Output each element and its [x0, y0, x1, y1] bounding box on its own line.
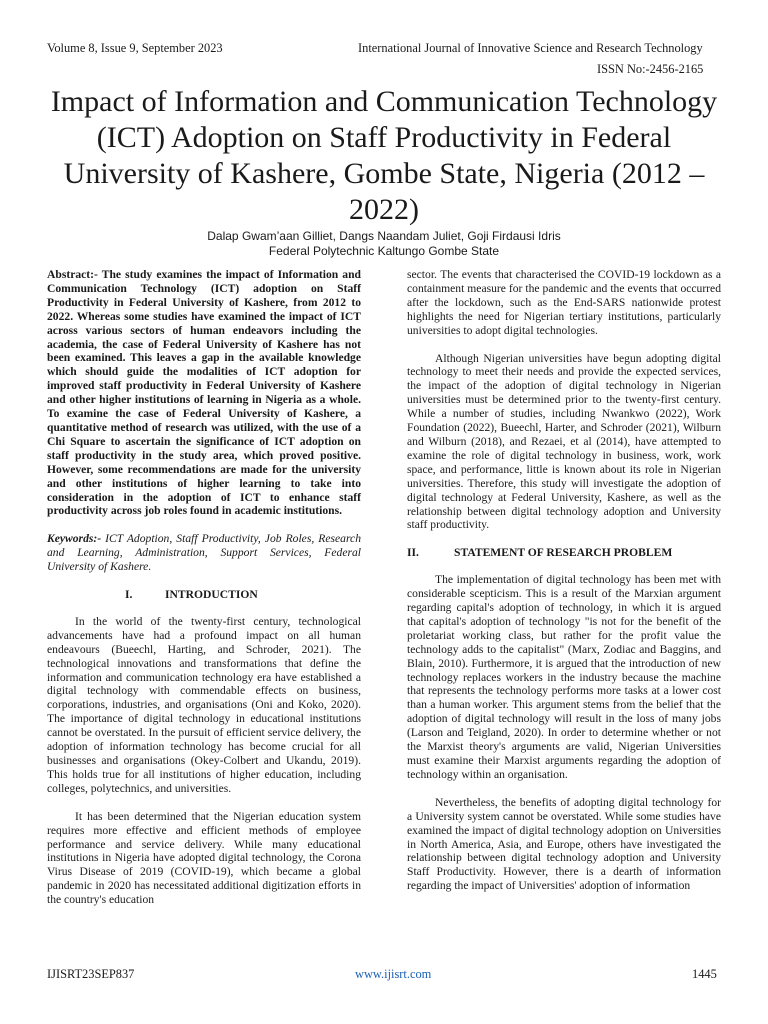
author-names: Dalap Gwam’aan Gilliet, Dangs Naandam Juliet, Goji Firdausi Idris [207, 229, 561, 243]
abstract: Abstract:- The study examines the impact of Information and Communication Technology (ICT) adoption on Staff Productivity in Federal University of Kashere, from 2012 to 2022. Whereas some studies have examined the impact of ICT across various sectors of human endeavors including the academia, the case of Federal University of Kashere has not been examined. This leaves a gap in the available knowledge which should guide the modalities of ICT adoption for improved staff productivity in Federal University of Kashere and other higher institutions of learning in Nigeria as a whole. To examine the case of Federal University of Kashere, a quantitative method of research was utilized, with the use of a Chi Square to ascertain the significance of ICT adoption on staff productivity in the study area, which proved positive. However, some recommendations are made for the university and other institutions of higher learning to take into consideration in the adoption of ICT to enhance staff productivity across job roles found in academic institutions. [47, 268, 361, 518]
keywords-text: ICT Adoption, Staff Productivity, Job Roles, Research and Learning, Administration, Support Services, Federal University of Kashere. [47, 532, 361, 574]
section-number: I. [125, 588, 133, 602]
paper-code: IJISRT23SEP837 [47, 967, 135, 981]
journal-name: International Journal of Innovative Science and Research Technology [358, 41, 703, 55]
page-number: 1445 [692, 967, 717, 981]
section-number: II. [407, 546, 419, 560]
paragraph: The implementation of digital technology has been met with considerable scepticism. This is a result of the Marxian argument regarding capital's adoption of technology, in which it is argued that capital's adoption of technology "is not for the benefit of the proletariat working class, but rather for the profit value the technology adds to the capitalist" (Marx, Zodiac and Baggins, and Blain, 2010). Furthermore, it is argued that the introduction of new technology replaces workers in the industry because the machine that represents the technology performs more tasks at a lower cost than a human worker. This argument stems from the belief that the adoption of digital technology will result in the loss of many jobs (Larson and Teigland, 2020). In order to determine whether or not the Marxist theory's arguments are valid, Nigerian Universities must examine their Marxist arguments regarding the adoption of technology within an organisation. [407, 573, 721, 781]
paragraph: Nevertheless, the benefits of adopting digital technology for a University system cannot be overstated. While some studies have examined the impact of digital technology adoption on Universities in North America, Asia, and Europe, others have investigated the relationship between digital technology adoption and University Staff Productivity. However, there is a dearth of information regarding the impact of Universities' adoption of information [407, 795, 721, 893]
keywords-label: Keywords:- [47, 532, 102, 546]
paper-title: Impact of Information and Communication Technology (ICT) Adoption on Staff Productivity in Federal University of Kashere, Gombe State, Nigeria (2012 – 2022) [50, 85, 718, 226]
paragraph: Although Nigerian universities have begun adopting digital technology to meet their needs and provide the expected services, the impact of the adoption of digital technology in Nigerian universities must be determined prior to the twenty-first century. While a number of studies, including Nwankwo (2022), Work Foundation (2022), Bueechl, Harter, and Schroder (2021), Wilburn and Wilburn (2018), and Rezaei, et al (2014), have attempted to examine the role of digital technology in business, work, work space, and performance, little is known about its role in Nigerian universities. Therefore, this study will investigate the adoption of digital technology at Federal University, Kashere, as well as the relationship between digital technology adoption and University staff productivity. [407, 351, 721, 532]
section-heading-introduction [47, 588, 361, 602]
volume-info: Volume 8, Issue 9, September 2023 [47, 41, 223, 55]
author-block [0, 229, 768, 259]
affiliation: Federal Polytechnic Kaltungo Gombe State [268, 244, 500, 258]
section-title: INTRODUCTION [165, 588, 258, 602]
keywords [47, 532, 361, 574]
right-column [407, 268, 721, 907]
paragraph: sector. The events that characterised the COVID-19 lockdown as a containment measure for the pandemic and the events that occurred after the lockdown, such as the End-SARS nationwide protest highlights the need for Nigerian tertiary institutions, particularly universities to adopt digital technologies. [407, 268, 721, 337]
section-title: STATEMENT OF RESEARCH PROBLEM [454, 546, 673, 560]
left-column [47, 268, 361, 921]
issn: ISSN No:-2456-2165 [597, 62, 704, 76]
journal-url-link[interactable]: www.ijisrt.com [355, 967, 432, 981]
paragraph: It has been determined that the Nigerian education system requires more effective and efficient methods of employee performance and service delivery. While many educational institutions in Nigeria have adopted digital technology, the Corona Virus Disease of 2019 (COVID-19), which became a global pandemic in 2020 has necessitated additional digitization efforts in the country's education [47, 809, 361, 907]
section-heading-research-problem [407, 546, 721, 560]
paragraph: In the world of the twenty-first century, technological advancements have had a profound impact on all human endeavours (Bueechl, Harting, and Schroder, 2021). The technological innovations and transformations that define the information and communication technology era have established a digital technology with commendable effects on business, corporations, industries, and organisations (Oni and Koko, 2020). The importance of digital technology in educational institutions cannot be overstated. In the pursuit of efficient service delivery, the adoption of information technology has become crucial for all businesses and organisations (Okey-Colbert and Ukandu, 2019). This holds true for all institutions of higher education, including colleges, polytechnics, and universities. [47, 614, 361, 795]
